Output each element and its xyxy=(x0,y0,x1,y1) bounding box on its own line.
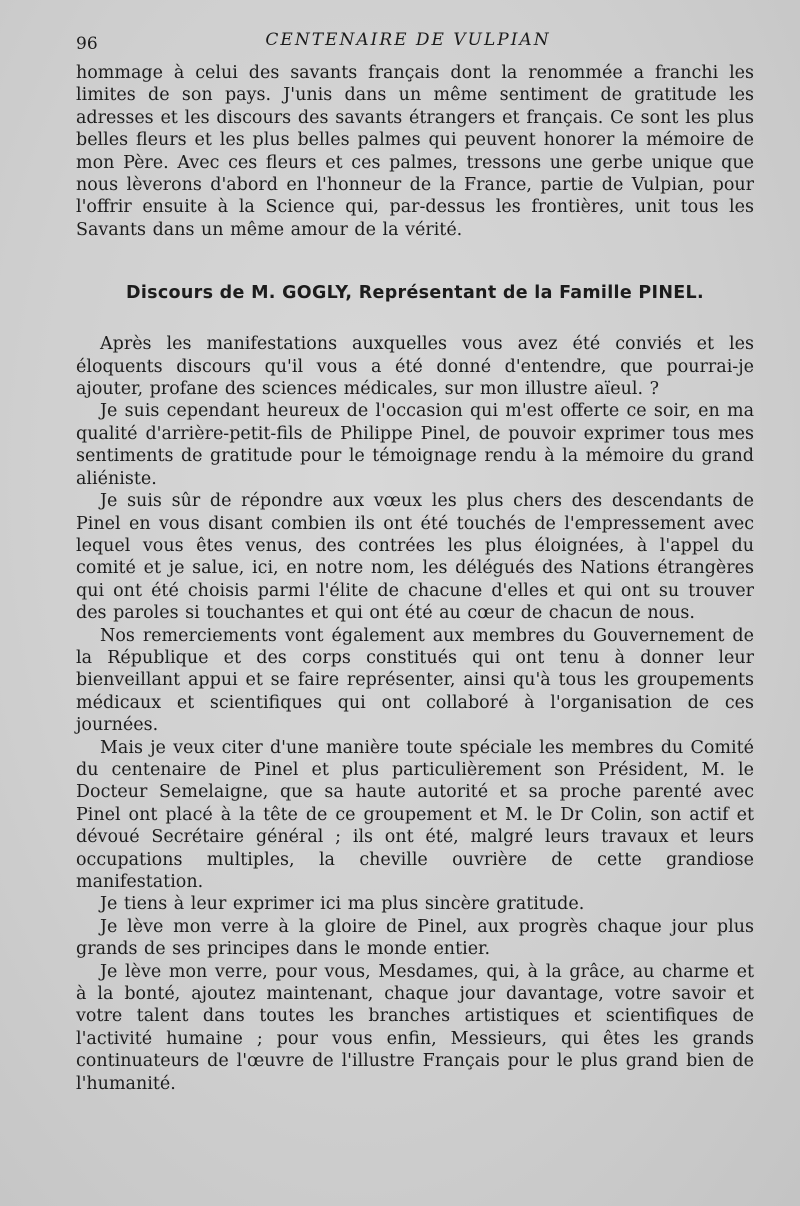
speech-paragraph: Je lève mon verre à la gloire de Pinel, aux progrès chaque jour plus grands de ses principes dans le monde entier. xyxy=(76,916,754,960)
speech-paragraph: Après les manifestations auxquelles vous avez été conviés et les éloquents discours qu'il vous a été donné d'entendre, que pourrai-je ajouter, profane des sciences médicales, sur mon illustre aïeul. ? xyxy=(76,334,754,400)
speech-paragraph: Je suis sûr de répondre aux vœux les plus chers des descendants de Pinel en vous disant combien ils ont été touchés de l'empressement avec lequel vous êtes venus, des contrées les plus éloignées, à l'appel du comité et je salue, ici, en notre nom, les délégués des Nations étrangères qui ont été choisis parmi l'élite de chacune d'elles et qui ont su trouver des paroles si touchantes et qui ont été au cœur de chacun de nous. xyxy=(76,491,754,624)
intro-paragraph: hommage à celui des savants français dont la renommée a franchi les limites de son pays. J'unis dans un même sentiment de gratitude les adresses et les discours des savants étrangers et français. Ce sont les plus belles fleurs et les plus belles palmes qui peuvent honorer la mémoire de mon Père. Avec ces fleurs et ces palmes, tressons une gerbe unique que nous lèverons d'abord en l'honneur de la France, partie de Vulpian, pour l'offrir ensuite à la Science qui, par-dessus les frontières, unit tous les Savants dans un même amour de la vérité. xyxy=(76,63,754,240)
speech-paragraph: Je suis cependant heureux de l'occasion qui m'est offerte ce soir, en ma qualité d'arrière-petit-fils de Philippe Pinel, de pouvoir exprimer tous mes sentiments de gratitude pour le témoignage rendu à la mémoire du grand aliéniste. xyxy=(76,401,754,489)
speech-paragraph: Je tiens à leur exprimer ici ma plus sincère gratitude. xyxy=(100,894,585,915)
page-header xyxy=(76,30,740,54)
page-number: 96 xyxy=(76,34,98,54)
speech-paragraph: Mais je veux citer d'une manière toute spéciale les membres du Comité du centenaire de Pinel et plus particulièrement son Président, M. le Docteur Semelaigne, que sa haute autorité et sa proche parenté avec Pinel ont placé à la tête de ce groupement et M. le Dr Colin, son actif et dévoué Secrétaire général ; ils ont été, malgré leurs travaux et leurs occupations multiples, la cheville ouvrière de cette grandiose manifestation. xyxy=(76,737,754,892)
speech-paragraph: Je lève mon verre, pour vous, Mesdames, qui, à la grâce, au charme et à la bonté, ajoutez maintenant, chaque jour davantage, votre savoir et votre talent dans toutes les branches artistiques et scientifiques de l'activité humaine ; pour vous enfin, Messieurs, qui êtes les grands continuateurs de l'œuvre de l'illustre Français pour le plus grand bien de l'humanité. xyxy=(76,961,754,1094)
section-title: Discours de M. GOGLY, Représentant de la Famille PINEL. xyxy=(126,283,704,304)
speech-paragraph: Nos remerciements vont également aux membres du Gouvernement de la République et des corps constitués qui ont tenu à donner leur bienveillant appui et se faire représenter, ainsi qu'à tous les groupements médicaux et scientifiques qui ont collaboré à l'organisation de ces journées. xyxy=(76,625,754,736)
page-body xyxy=(76,62,754,1095)
running-title: CENTENAIRE DE VULPIAN xyxy=(265,30,551,50)
